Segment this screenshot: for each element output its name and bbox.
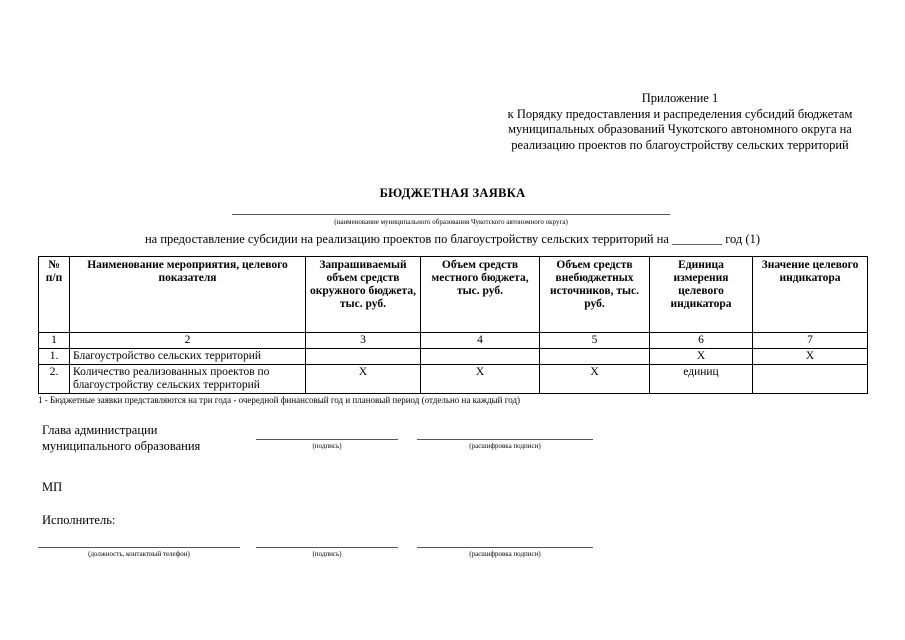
appendix-line: Приложение 1 bbox=[641, 91, 719, 105]
table-cell: 2. bbox=[39, 365, 70, 394]
appendix-block bbox=[470, 91, 890, 153]
table-cell: 6 bbox=[650, 333, 753, 349]
executor-position-line bbox=[38, 547, 240, 548]
table-cell: 1 bbox=[39, 333, 70, 349]
table-cell: 2 bbox=[70, 333, 306, 349]
document-title: БЮДЖЕТНАЯ ЗАЯВКА bbox=[379, 186, 526, 200]
appendix-line: к Порядку предоставления и распределения субсидий бюджетам bbox=[507, 106, 853, 121]
header-regional-budget: Запрашиваемый объем средств окружного бюджета, тыс. руб. bbox=[306, 257, 421, 333]
table-cell: Х bbox=[306, 365, 421, 394]
table-row bbox=[39, 333, 868, 349]
table-cell bbox=[306, 349, 421, 365]
municipal-name-line bbox=[232, 214, 670, 215]
header-number: № п/п bbox=[39, 257, 70, 333]
executor-decode-line bbox=[417, 547, 593, 548]
head-decode-caption: (расшифровка подписи) bbox=[469, 442, 541, 450]
footnote: 1 - Бюджетные заявки представляются на три года - очередной финансовый год и плановый период (отдельно на каждый год) bbox=[38, 395, 521, 405]
table-cell: 7 bbox=[753, 333, 868, 349]
table-cell: 3 bbox=[306, 333, 421, 349]
table-header-row bbox=[39, 257, 868, 333]
header-value: Значение целевого индикатора bbox=[753, 257, 868, 333]
head-title-line2: муниципального образования bbox=[42, 439, 201, 453]
purpose-line: на предоставление субсидии на реализацию проектов по благоустройству сельских территорий на ________ год (1) bbox=[144, 232, 760, 246]
table-cell: Х bbox=[421, 365, 540, 394]
table-cell: Х bbox=[540, 365, 650, 394]
appendix-line: муниципальных образований Чукотского автономного округа на bbox=[508, 122, 852, 136]
table-cell bbox=[540, 349, 650, 365]
table-cell: Благоустройство сельских территорий bbox=[70, 349, 306, 365]
appendix-line: реализацию проектов по благоустройству сельских территорий bbox=[511, 137, 849, 152]
table-cell: 4 bbox=[421, 333, 540, 349]
table-cell bbox=[421, 349, 540, 365]
table-cell: 5 bbox=[540, 333, 650, 349]
header-local-budget: Объем средств местного бюджета, тыс. руб. bbox=[421, 257, 540, 333]
table-cell: Х bbox=[753, 349, 868, 365]
head-signature-line bbox=[256, 439, 398, 440]
head-title-line1: Глава администрации bbox=[42, 423, 158, 437]
table-cell: единиц bbox=[650, 365, 753, 394]
head-decode-line bbox=[417, 439, 593, 440]
head-signature-caption: (подпись) bbox=[312, 442, 342, 450]
header-name: Наименование мероприятия, целевого показателя bbox=[70, 257, 306, 333]
budget-table bbox=[38, 256, 868, 394]
executor-signature-line bbox=[256, 547, 398, 548]
table-cell bbox=[753, 365, 868, 394]
executor-decode-caption: (расшифровка подписи) bbox=[469, 550, 541, 558]
municipal-name-caption: (наименование муниципального образования Чукотского автономного округа) bbox=[334, 218, 568, 226]
table-row bbox=[39, 349, 868, 365]
table-row bbox=[39, 365, 868, 394]
table-cell: 1. bbox=[39, 349, 70, 365]
stamp-place: МП bbox=[42, 480, 63, 494]
header-unit: Единица измерения целевого индикатора bbox=[650, 257, 753, 333]
executor-label: Исполнитель: bbox=[42, 513, 116, 527]
table-cell: Количество реализованных проектов по благоустройству сельских территорий bbox=[70, 365, 306, 394]
executor-signature-caption: (подпись) bbox=[312, 550, 342, 558]
executor-position-caption: (должность, контактный телефон) bbox=[88, 550, 190, 558]
header-extrabudget: Объем средств внебюджетных источников, тыс. руб. bbox=[540, 257, 650, 333]
table-cell: Х bbox=[650, 349, 753, 365]
